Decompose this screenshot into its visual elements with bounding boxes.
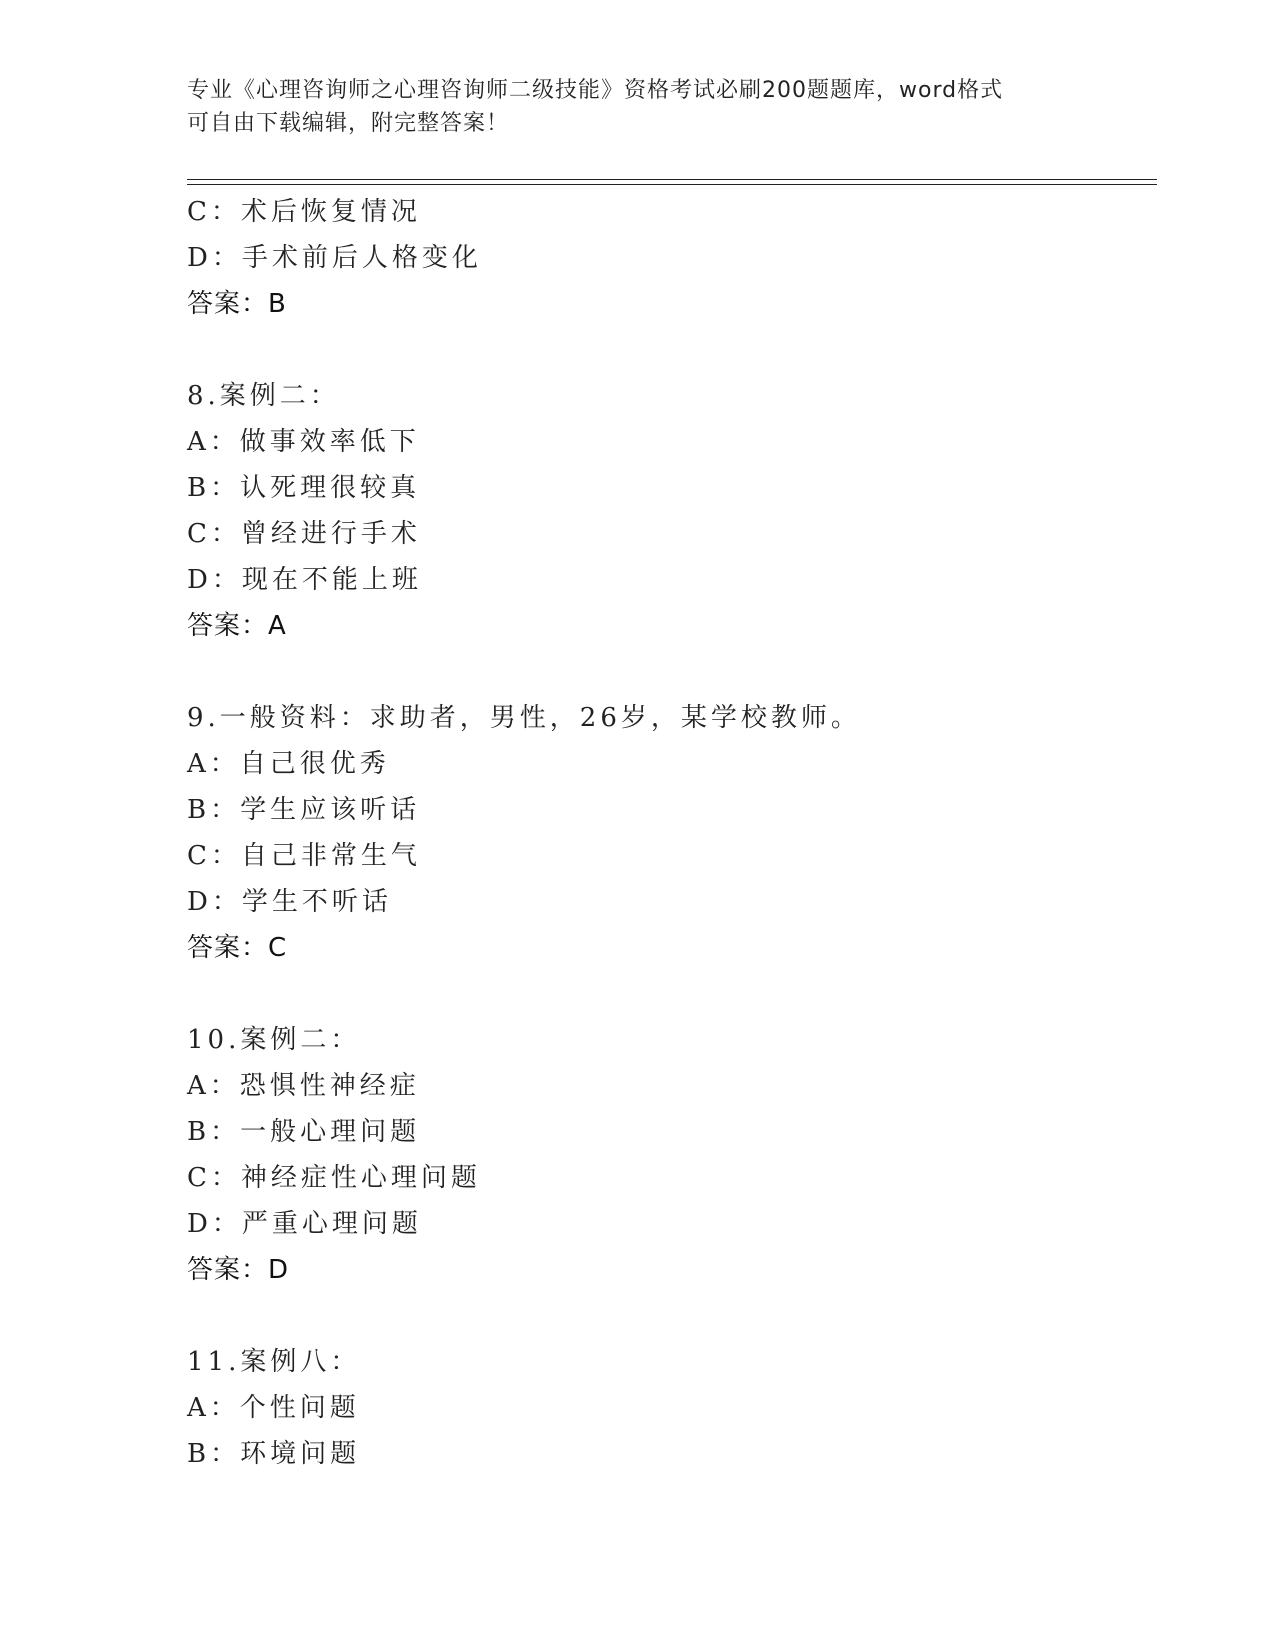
- block-spacer: [187, 649, 1157, 695]
- question-list: [187, 189, 1157, 1477]
- answer-line: 答案：C: [187, 933, 288, 963]
- option-c: C：曾经进行手术: [187, 519, 421, 549]
- option-a: A：恐惧性神经症: [187, 1071, 420, 1101]
- question-block: [187, 1017, 1157, 1293]
- header-line-2: 可自由下载编辑，附完整答案！: [187, 111, 510, 136]
- header-divider-bottom: [187, 184, 1157, 185]
- option-b: B：一般心理问题: [187, 1117, 421, 1147]
- option-d: D：现在不能上班: [187, 565, 422, 595]
- option-b: B：认死理很较真: [187, 473, 421, 503]
- question-stem: 10.案例二：: [187, 1025, 361, 1055]
- question-stem: 9.一般资料：求助者，男性，26岁，某学校教师。: [187, 703, 861, 733]
- answer-line: 答案：B: [187, 289, 287, 319]
- question-block: [187, 1339, 1157, 1477]
- option-d: D：严重心理问题: [187, 1209, 422, 1239]
- option-d: D：学生不听话: [187, 887, 392, 917]
- question-stem: 11.案例八：: [187, 1347, 361, 1377]
- block-spacer: [187, 1293, 1157, 1339]
- header-line-1: 专业《心理咨询师之心理咨询师二级技能》资格考试必刷200题题库，word格式: [187, 78, 1004, 103]
- option-d: D：手术前后人格变化: [187, 243, 482, 273]
- header-divider-top: [187, 179, 1157, 180]
- answer-line: 答案：A: [187, 611, 287, 641]
- question-block: [187, 373, 1157, 649]
- option-b: B：环境问题: [187, 1439, 361, 1469]
- option-a: A：自己很优秀: [187, 749, 390, 779]
- question-block: [187, 189, 1157, 327]
- option-b: B：学生应该听话: [187, 795, 421, 825]
- option-a: A：个性问题: [187, 1393, 360, 1423]
- option-c: C：术后恢复情况: [187, 197, 421, 227]
- option-a: A：做事效率低下: [187, 427, 420, 457]
- answer-line: 答案：D: [187, 1255, 290, 1285]
- question-stem: 8.案例二：: [187, 381, 340, 411]
- block-spacer: [187, 971, 1157, 1017]
- option-c: C：自己非常生气: [187, 841, 421, 871]
- block-spacer: [187, 327, 1157, 373]
- question-block: [187, 695, 1157, 971]
- document-header: [187, 74, 1107, 140]
- option-c: C：神经症性心理问题: [187, 1163, 481, 1193]
